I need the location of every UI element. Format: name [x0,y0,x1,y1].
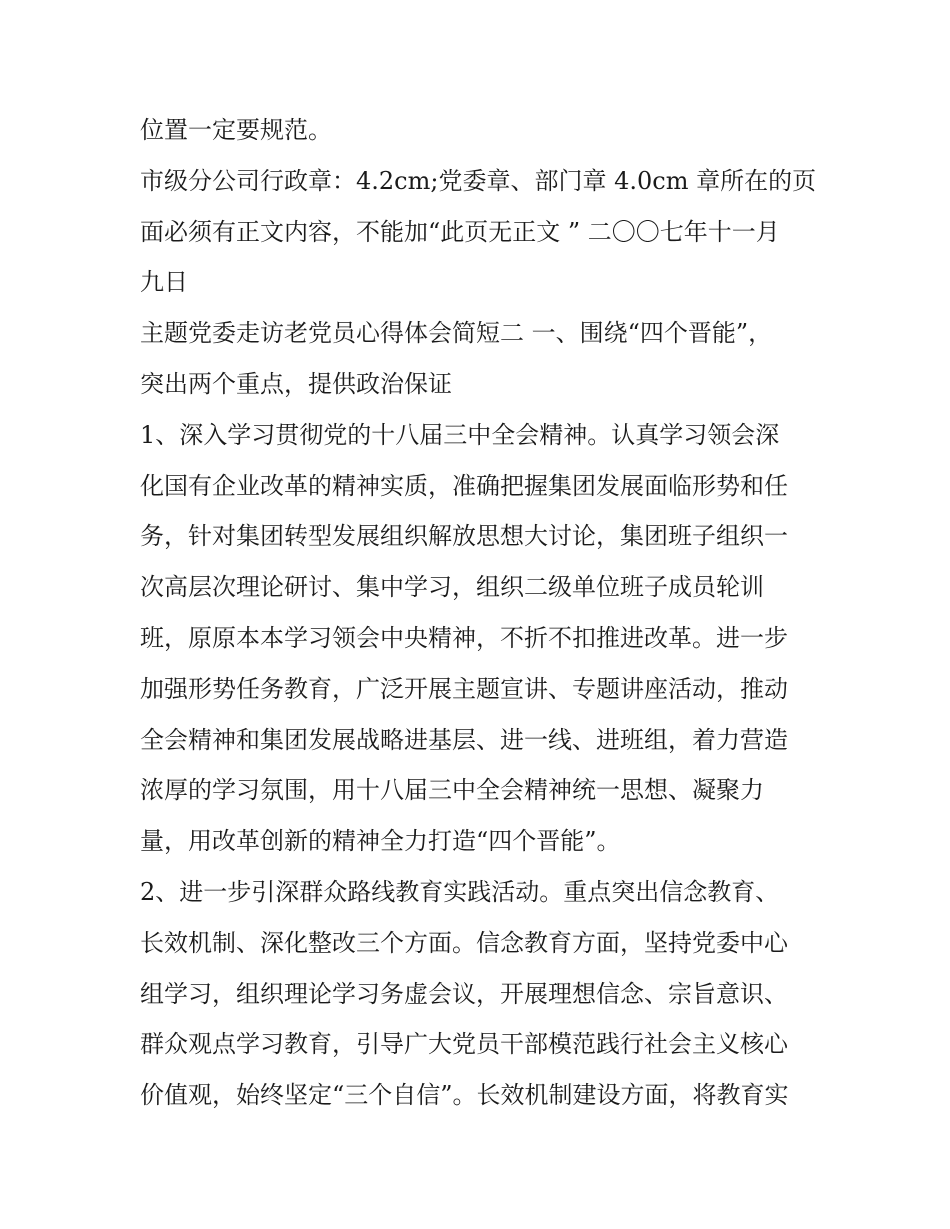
text-line: 九日 [140,268,188,297]
document-body [140,105,820,1121]
section-heading-line: 主题党委走访老党员心得体会简短二 一、围绕“四个晋能”， [140,319,773,348]
text-line: 次高层次理论研讨、集中学习，组织二级单位班子成员轮训 [140,573,764,602]
text-line: 价值观，始终坚定“三个自信”。长效机制建设方面，将教育实 [140,1081,789,1110]
text-line: 长效机制、深化整改三个方面。信念教育方面，坚持党委中心 [140,928,788,957]
section-heading-line: 突出两个重点，提供政治保证 [140,369,452,398]
text-line: 化国有企业改革的精神实质，准确把握集团发展面临形势和任 [140,471,788,500]
text-line: 组学习，组织理论学习务虚会议，开展理想信念、宗旨意识、 [140,979,788,1008]
text-line: 务，针对集团转型发展组织解放思想大讨论，集团班子组织一 [140,522,788,551]
text-line: 群众观点学习教育，引导广大党员干部模范践行社会主义核心 [140,1030,788,1059]
text-line: 全会精神和集团发展战略进基层、进一线、进班组，着力营造 [140,725,788,754]
text-line: 加强形势任务教育，广泛开展主题宣讲、专题讲座活动，推动 [140,674,788,703]
text-line: 量，用改革创新的精神全力打造“四个晋能”。 [140,827,621,856]
text-line: 班，原原本本学习领会中央精神，不折不扣推进改革。进一步 [140,623,788,652]
text-line: 市级分公司行政章：4.2cm;党委章、部门章 4.0cm 章所在的页 [140,166,817,195]
text-line: 位置一定要规范。 [140,116,332,144]
text-line: 2、进一步引深群众路线教育实践活动。重点突出信念教育、 [140,877,780,906]
text-line: 面必须有正文内容，不能加“此页无正文 ” 二〇〇七年十一月 [140,217,780,246]
text-line: 1、深入学习贯彻党的十八届三中全会精神。认真学习领会深 [140,420,780,449]
text-line: 浓厚的学习氛围，用十八届三中全会精神统一思想、凝聚力 [140,776,764,805]
